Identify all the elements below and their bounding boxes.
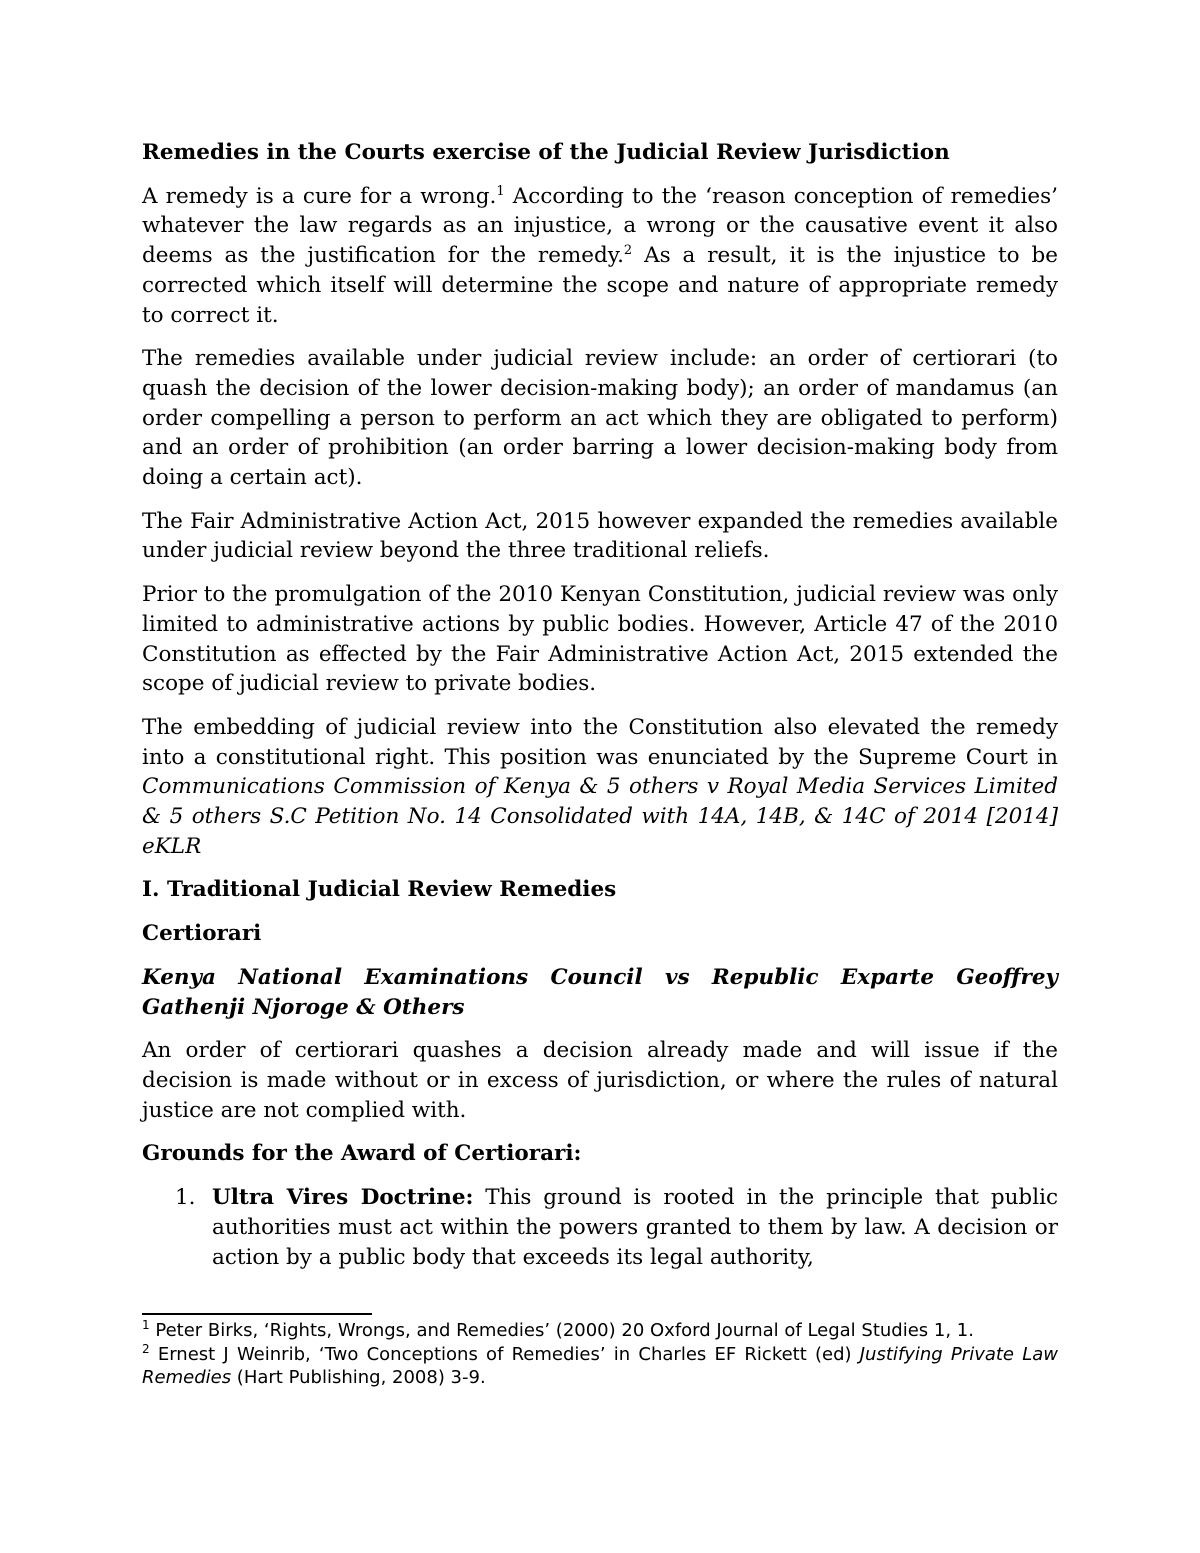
- grounds-heading: Grounds for the Award of Certiorari:: [142, 1141, 582, 1167]
- paragraph-text: A remedy is a cure for a wrong.: [142, 183, 497, 209]
- paragraph-text: According to the ‘reason conception of remedies’ whatever the law regards as an injustice, a wrong or the causative event it also deems as the justification for the remedy.: [142, 183, 1058, 269]
- footnote-text: Ernest J Weinrib, ‘Two Conceptions of Remedies’ in Charles EF Rickett (ed): [149, 1343, 860, 1365]
- paragraph-text: As a result, it is the injustice to be corrected which itself will determine the scope and nature of appropriate remedy to correct it.: [142, 243, 1058, 328]
- grounds-list: [142, 1183, 1058, 1272]
- footnote-text: (Hart Publishing, 2008) 3-9.: [231, 1367, 486, 1388]
- paragraph-remedy-definition: [142, 182, 1058, 331]
- footnote-text: Peter Birks, ‘Rights, Wrongs, and Remedies’ (2000) 20 Oxford Journal of Legal Studies 1, 1.: [149, 1320, 974, 1341]
- paragraph-fair-administrative-action: The Fair Administrative Action Act, 2015 however expanded the remedies available under judicial review beyond the three traditional reliefs.: [142, 508, 1058, 564]
- footnote-ref-2[interactable]: 2: [623, 242, 633, 258]
- footnote-separator: [142, 1313, 372, 1315]
- case-citation: Communications Commission of Kenya & 5 others v Royal Media Services Limited & 5 others S.C Petition No. 14 Consolidated with 14A, 14B, & 14C of 2014 [2014] eKLR: [142, 774, 1058, 859]
- page-title: Remedies in the Courts exercise of the Judicial Review Jurisdiction: [142, 140, 950, 165]
- list-item-text: This ground is rooted in the principle that public authorities must act within the powers granted to them by law. A decision or action by a public body that exceeds its legal authority,: [212, 1185, 1058, 1270]
- footnotes: [142, 1313, 1058, 1390]
- list-item-label: Ultra Vires Doctrine:: [212, 1185, 474, 1211]
- document-body: [142, 138, 1058, 1272]
- footnote-2: [142, 1343, 1058, 1390]
- paragraph-text: The embedding of judicial review into the Constitution also elevated the remedy into a constitutional right. This position was enunciated by the Supreme Court in: [142, 714, 1058, 770]
- footnote-1: [142, 1319, 1058, 1343]
- subsection-heading: Certiorari: [142, 921, 262, 947]
- footnote-number: 2: [142, 1341, 150, 1356]
- section-heading: I. Traditional Judicial Review Remedies: [142, 877, 617, 903]
- paragraph-certiorari-definition: An order of certiorari quashes a decision already made and will issue if the decision is made without or in excess of jurisdiction, or where the rules of natural justice are not complied with.: [142, 1038, 1058, 1123]
- case-title: Kenya National Examinations Council vs Republic Exparte Geoffrey Gathenji Njoroge & Others: [142, 964, 1058, 1020]
- paragraph-remedies-available: The remedies available under judicial review include: an order of certiorari (to quash the decision of the lower decision-making body); an order of mandamus (an order compelling a person to perform an act which they are obligated to perform) and an order of prohibition (an order barring a lower decision-making body from doing a certain act).: [142, 346, 1058, 491]
- list-item-number: 1.: [175, 1185, 196, 1211]
- footnote-number: 1: [142, 1318, 150, 1332]
- paragraph-constitutional-right: [142, 713, 1058, 862]
- footnote-book-title: Justifying Private Law Remedies: [142, 1343, 1058, 1388]
- paragraph-constitution-2010: Prior to the promulgation of the 2010 Kenyan Constitution, judicial review was only limited to administrative actions by public bodies. However, Article 47 of the 2010 Constitution as effected by the Fair Administrative Action Act, 2015 extended the scope of judicial review to private bodies.: [142, 582, 1058, 697]
- footnote-ref-1[interactable]: 1: [496, 183, 505, 199]
- list-item: [142, 1183, 1058, 1272]
